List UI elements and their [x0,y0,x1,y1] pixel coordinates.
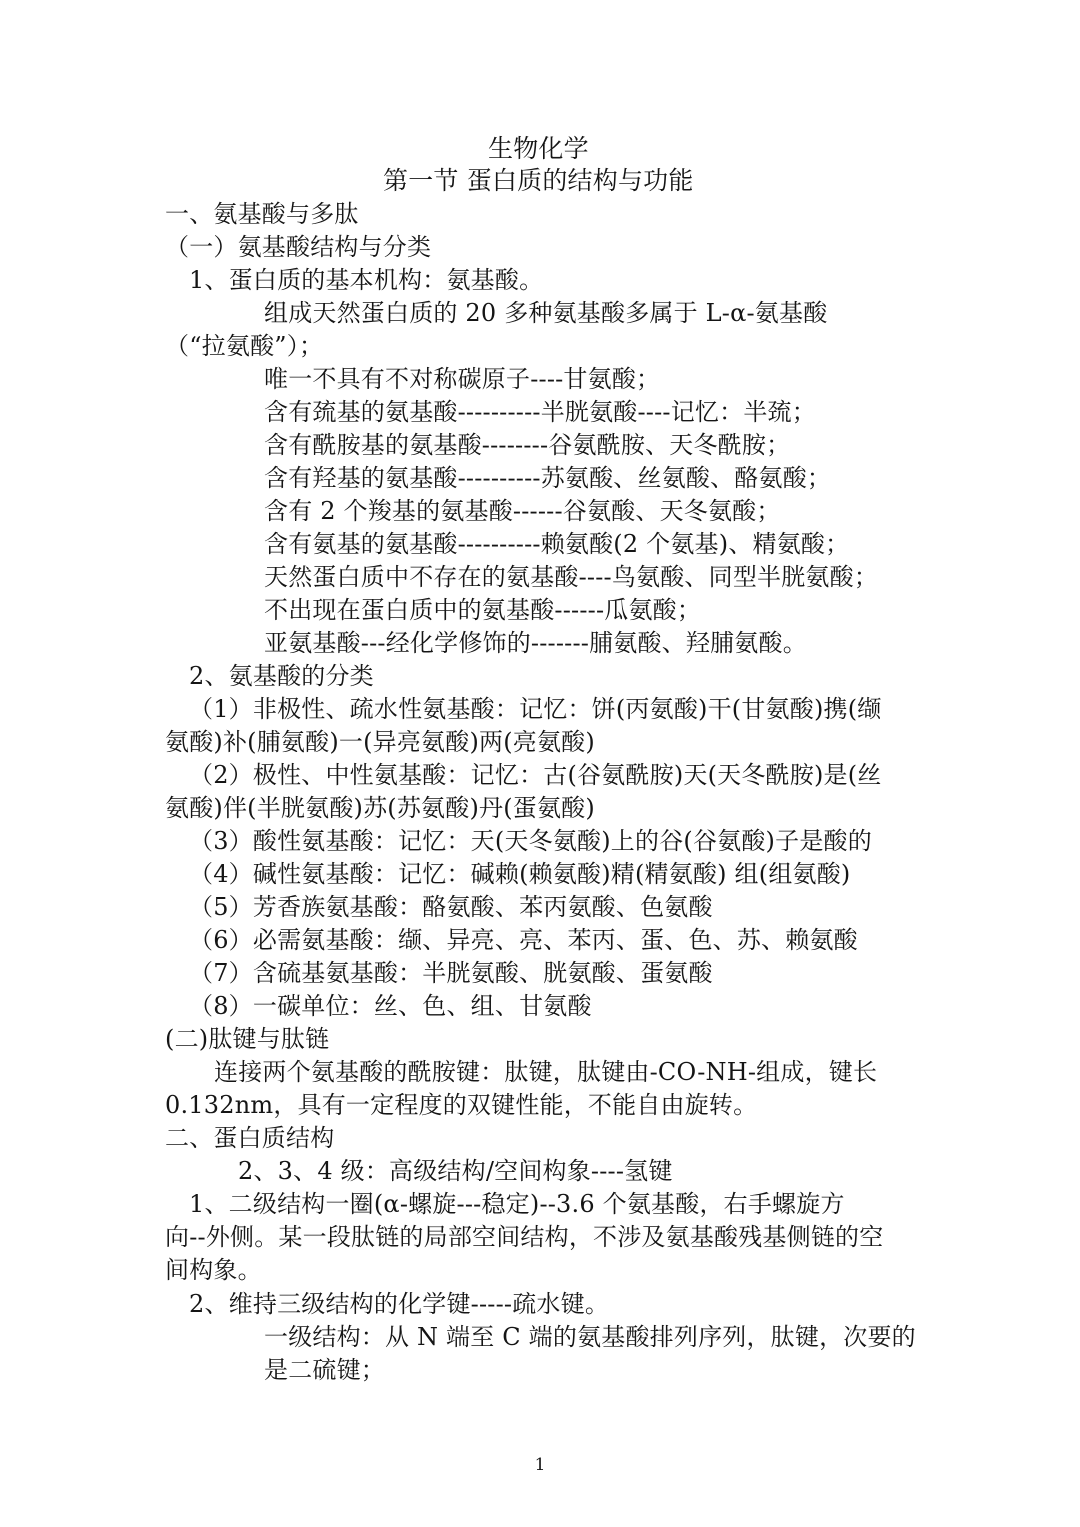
text-line: （“拉氨酸”）； [165,332,324,360]
text-line: 组成天然蛋白质的 20 多种氨基酸多属于 L-α-氨基酸 [264,299,828,327]
text-line: 氨酸)补(脯氨酸)一(异亮氨酸)两(亮氨酸) [165,728,595,756]
section-title: 第一节 蛋白质的结构与功能 [383,166,694,195]
document-title: 生物化学 [488,134,589,163]
text-line: 氨酸)伴(半胱氨酸)苏(苏氨酸)丹(蛋氨酸) [165,794,595,822]
text-line: 含有巯基的氨基酸----------半胱氨酸----记忆：半巯； [264,398,816,426]
text-line: 2、维持三级结构的化学键-----疏水键。 [189,1290,610,1318]
text-line: 是二硫键； [264,1356,385,1384]
subheading-2: (二)肽键与肽链 [165,1025,330,1053]
page-number: 1 [534,1455,546,1475]
text-line: 不出现在蛋白质中的氨基酸------瓜氨酸； [264,596,702,624]
text-line: 亚氨基酸---经化学修饰的-------脯氨酸、羟脯氨酸。 [264,629,807,657]
text-line: （1）非极性、疏水性氨基酸：记忆：饼(丙氨酸)干(甘氨酸)携(缬 [189,695,882,723]
text-line: 天然蛋白质中不存在的氨基酸----鸟氨酸、同型半胱氨酸； [264,563,879,591]
text-line: 1、二级结构一圈(α-螺旋---稳定)--3.6 个氨基酸，右手螺旋方 [189,1190,845,1218]
text-line: 一级结构：从 N 端至 C 端的氨基酸排列序列，肽键，次要的 [264,1323,916,1351]
heading-2: 二、蛋白质结构 [165,1124,335,1152]
text-line: （3）酸性氨基酸：记忆：天(天冬氨酸)上的谷(谷氨酸)子是酸的 [189,827,872,855]
text-line: 连接两个氨基酸的酰胺键：肽键，肽键由-CO-NH-组成，键长 [214,1058,878,1086]
heading-1: 一、氨基酸与多肽 [165,200,359,228]
text-line: （4）碱性氨基酸：记忆：碱赖(赖氨酸)精(精氨酸) 组(组氨酸) [189,860,851,888]
text-line: 0.132nm，具有一定程度的双键性能，不能自由旋转。 [165,1091,758,1119]
text-line: 含有羟基的氨基酸----------苏氨酸、丝氨酸、酪氨酸； [264,464,832,492]
text-line: 含有酰胺基的氨基酸--------谷氨酰胺、天冬酰胺； [264,431,791,459]
text-line: （5）芳香族氨基酸：酪氨酸、苯丙氨酸、色氨酸 [189,893,713,921]
text-line: 间构象。 [165,1256,262,1284]
text-line: 2、氨基酸的分类 [189,662,374,690]
text-line: 唯一不具有不对称碳原子----甘氨酸； [264,365,661,393]
text-line: （6）必需氨基酸：缬、异亮、亮、苯丙、蛋、色、苏、赖氨酸 [189,926,858,954]
text-line: （7）含硫基氨基酸：半胱氨酸、胱氨酸、蛋氨酸 [189,959,713,987]
text-line: 含有 2 个羧基的氨基酸------谷氨酸、天冬氨酸； [264,497,781,525]
subheading-1: （一）氨基酸结构与分类 [165,233,432,261]
text-line: 1、蛋白质的基本机构：氨基酸。 [189,266,544,294]
text-line: 向--外侧。某一段肽链的局部空间结构，不涉及氨基酸残基侧链的空 [165,1223,884,1251]
text-line: （8）一碳单位：丝、色、组、甘氨酸 [189,992,592,1020]
text-line: 2、3、4 级：高级结构/空间构象----氢键 [238,1157,673,1185]
text-line: 含有氨基的氨基酸----------赖氨酸(2 个氨基)、精氨酸； [264,530,850,558]
text-line: （2）极性、中性氨基酸：记忆：古(谷氨酰胺)天(天冬酰胺)是(丝 [189,761,882,789]
